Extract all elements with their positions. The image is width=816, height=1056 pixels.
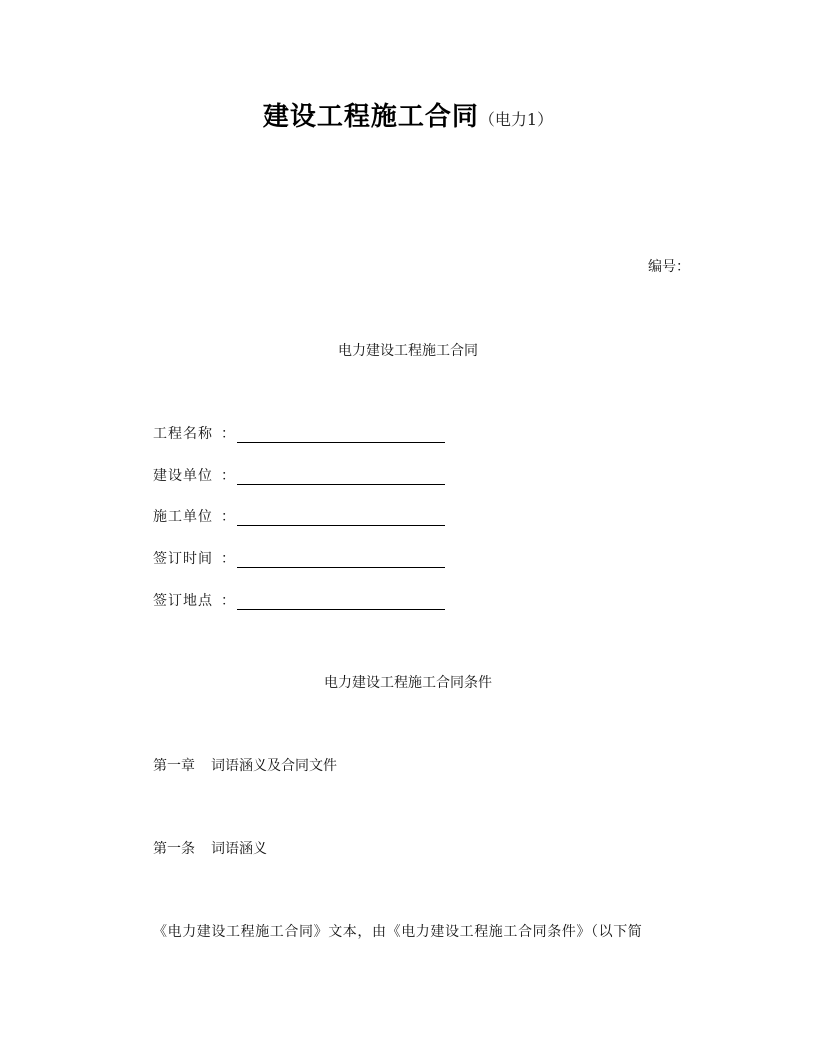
article-heading [153,838,267,858]
project-name-input[interactable] [237,426,445,443]
field-label: 建设单位 [153,468,213,484]
chapter-title: 词语涵义及合同文件 [211,758,337,774]
field-construction-unit [153,465,445,485]
field-label: 工程名称 [153,426,213,442]
field-colon: ： [221,509,235,525]
field-label: 施工单位 [153,509,213,525]
article-title: 词语涵义 [211,841,267,857]
document-title [0,96,816,133]
field-colon: ： [221,551,235,567]
field-colon: ： [221,593,235,609]
cover-heading: 电力建设工程施工合同 [338,343,478,359]
field-contractor-unit [153,506,445,526]
construction-unit-input[interactable] [237,468,445,485]
field-label: 签订时间 [153,551,213,567]
signing-date-input[interactable] [237,551,445,568]
field-label: 签订地点 [153,593,213,609]
chapter-number: 第一章 [153,758,195,774]
title-suffix: （电力1） [478,110,554,129]
signing-place-input[interactable] [237,593,445,610]
conditions-heading: 电力建设工程施工合同条件 [324,675,492,691]
field-project-name [153,423,445,443]
article-number: 第一条 [153,841,195,857]
field-colon: ： [221,426,235,442]
chapter-heading [153,755,337,775]
serial-number-label: 编号： [648,259,690,275]
field-colon: ： [221,468,235,484]
body-paragraph: 《电力建设工程施工合同》文本，由《电力建设工程施工合同条件》（以下简 [153,924,643,940]
field-signing-date [153,548,445,568]
contractor-unit-input[interactable] [237,509,445,526]
title-main: 建设工程施工合同 [262,102,479,132]
field-signing-place [153,590,445,610]
